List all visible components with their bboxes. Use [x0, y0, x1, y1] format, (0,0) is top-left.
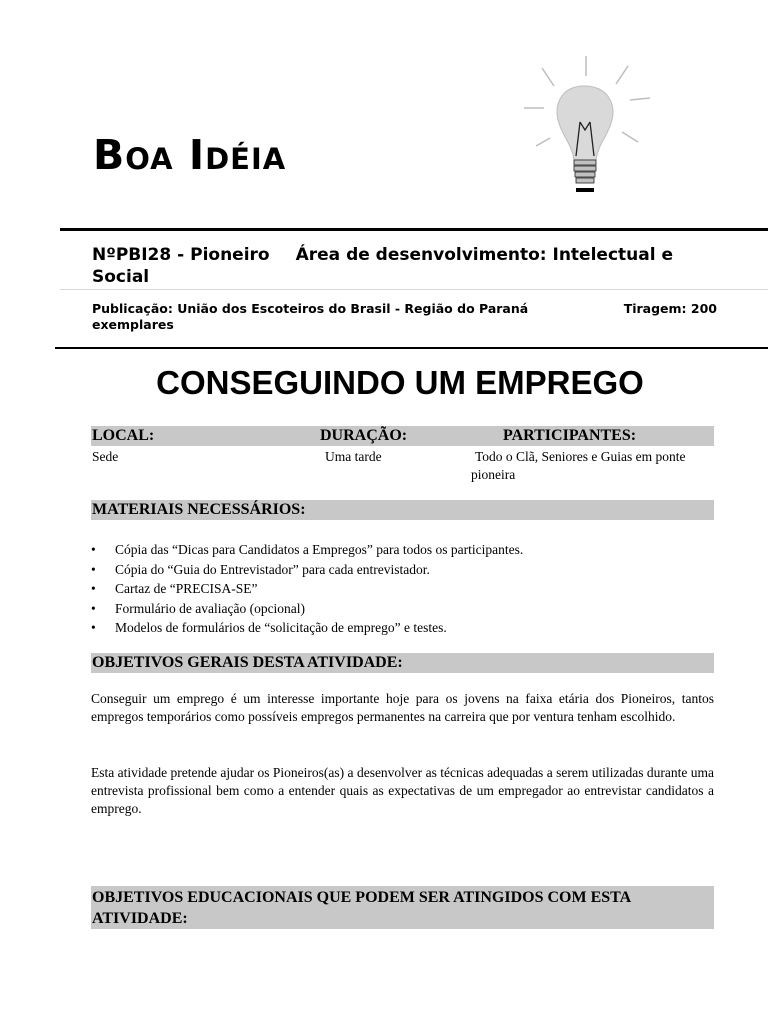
logo-title: Boa Idéia: [93, 131, 287, 179]
local-value: Sede: [92, 449, 119, 464]
pbi-line: [92, 244, 722, 288]
objectives-paragraph-1: Conseguir um emprego é um interesse importante hoje para os jovens na faixa etária dos Pioneiros, tantos empregos temporários como possíveis empregos permanentes na carreira que por ventura tenham escolhido.: [91, 691, 714, 724]
materials-list: [91, 540, 711, 638]
list-item-text: Formulário de avaliação (opcional): [115, 600, 306, 616]
list-item: [91, 618, 711, 638]
page-title: CONSEGUINDO UM EMPREGO: [156, 364, 644, 401]
local-label: LOCAL:: [92, 427, 155, 444]
header-rule: [60, 228, 768, 231]
list-item-text: Cartaz de “PRECISA-SE”: [115, 581, 258, 596]
bullet-mark: •: [91, 542, 96, 557]
participants-label: PARTICIPANTES:: [503, 427, 637, 444]
lightbulb-icon: [520, 52, 660, 202]
print-run-first: Tiragem: 200: [623, 301, 717, 316]
list-item-text: Cópia do “Guia do Entrevistador” para cada entrevistador.: [115, 561, 430, 577]
list-item-text: Cópia das “Dicas para Candidatos a Empregos” para todos os participantes.: [115, 542, 524, 557]
duration-value: Uma tarde: [325, 449, 382, 464]
list-item-text: Modelos de formulários de “solicitação de emprego” e testes.: [115, 620, 447, 635]
participants-value: Todo o Clã, Seniores e Guias em ponte pioneira: [471, 449, 686, 482]
info-header-bar: [91, 426, 714, 446]
list-item: [91, 599, 711, 619]
educational-heading: OBJETIVOS EDUCACIONAIS QUE PODEM SER ATINGIDOS COM ESTA ATIVIDADE:: [91, 886, 714, 929]
number-label: NºPBI28 - Pioneiro: [92, 245, 270, 265]
bullet-mark: •: [91, 620, 96, 635]
duration-label: DURAÇÃO:: [320, 427, 408, 444]
bullet-mark: •: [91, 581, 96, 596]
list-item: [91, 579, 711, 599]
publication-label: Publicação: União dos Escoteiros do Brasil - Região do Paraná: [92, 301, 529, 316]
bullet-mark: •: [91, 600, 96, 616]
section-rule: [55, 347, 768, 349]
header-divider: [60, 289, 768, 290]
list-item: [91, 540, 711, 560]
bullet-mark: •: [91, 561, 96, 577]
list-item: [91, 560, 711, 580]
print-run-rest: exemplares: [92, 317, 174, 332]
area-label: Área de desenvolvimento: Intelectual e Social: [92, 245, 673, 287]
objectives-heading: OBJETIVOS GERAIS DESTA ATIVIDADE:: [91, 653, 714, 673]
objectives-paragraph-2: Esta atividade pretende ajudar os Pioneiros(as) a desenvolver as técnicas adequadas a serem utilizadas durante uma entrevista profissional bem como a entender quais as expectativas de um empregador ao entrevistar candidatos a emprego.: [91, 765, 714, 816]
materials-heading: MATERIAIS NECESSÁRIOS:: [91, 500, 714, 520]
